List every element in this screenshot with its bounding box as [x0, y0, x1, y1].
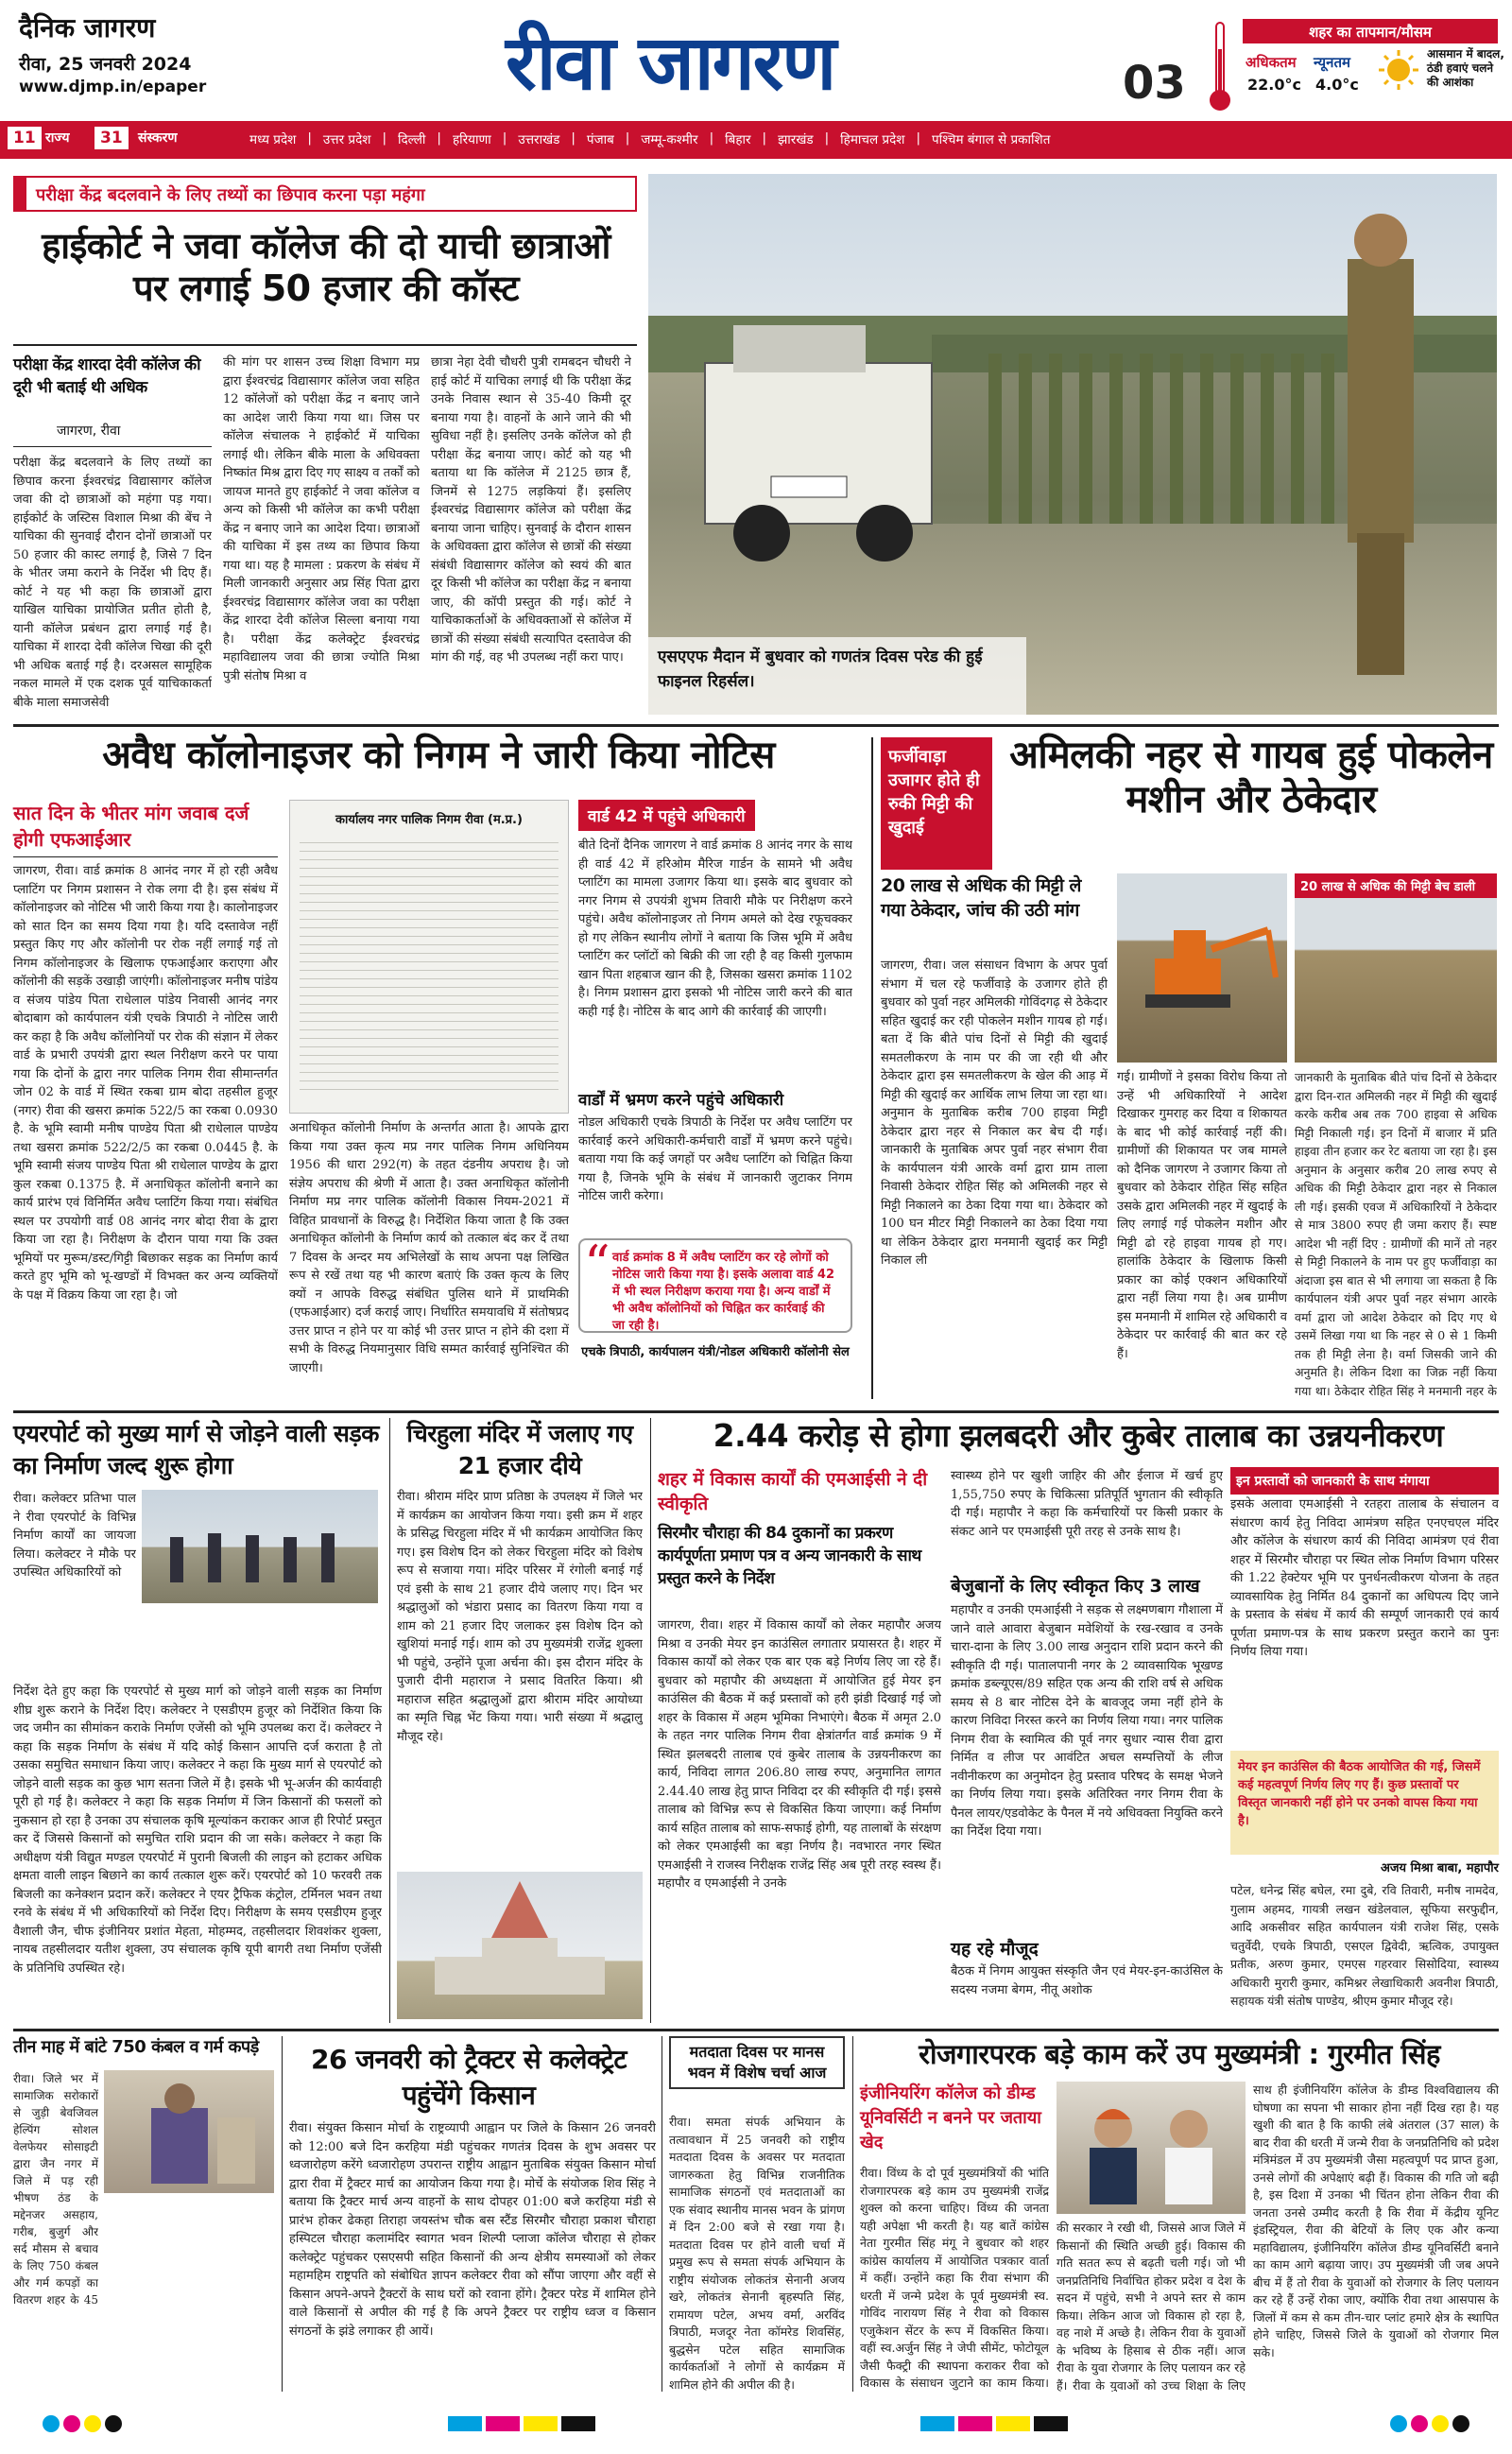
- story6-members: पटेल, धनेन्द्र सिंह बघेल, रमा दुबे, रवि तिवारी, मनीष नामदेव, गुलाम अहमद, गायत्री लखन खंडेलवाल, सूफिया सरफुद्दीन, आदि अकसीवर सहित कार्यपालन यंत्री राजेश सिंह, एसके चतुर्वेदी, एचके त्रिपाठी, एसएल द्विवेदी, ऋत्विक, उपायुक्त प्रतीक, अरुण कुमार, एमएस गहरवार सिसोदिया, स्वास्थ्य अधिकारी मुरारी कुमार, कमिश्नर लेखाधिकारी अवनीश त्रिपाठी, सहायक यंत्री संतोष पाण्डेय, श्रीएम कुमार मौजूद रहे।: [1230, 1883, 1499, 2008]
- story1-kicker: परीक्षा केंद्र बदलवाने के लिए तथ्यों का छिपाव करना पड़ा महंगा: [36, 185, 425, 205]
- story4-lead: रीवा। कलेक्टर प्रतिभा पाल ने रीवा एयरपोर्ट के विभिन्न निर्माण कार्यों का जायजा लिया। कलेक्टर ने मौके पर उपस्थित अधिकारियों को: [13, 1492, 136, 1580]
- divider: [13, 2029, 1499, 2031]
- mayor-quote: मेयर इन काउंसिल की बैठक आयोजित की गई, जिसमें कई महत्वपूर्ण निर्णय लिए गए हैं। कुछ प्रस्तावों पर विस्तृत जानकारी नहीं होने पर उनको वापस किया गया है।: [1230, 1751, 1499, 1855]
- story6-subhead2: सिरमौर चौराहा की 84 दुकानों का प्रकरण कार्यपूर्णता प्रमाण पत्र व अन्य जानकारी के साथ प्रस्तुत करने के निर्देश: [658, 1524, 921, 1588]
- edition-nav: [0, 121, 1512, 159]
- nav-item-mp[interactable]: मध्य प्रदेश: [249, 132, 297, 147]
- story7-note: [104, 2199, 274, 2388]
- nav-item-bengal[interactable]: पश्चिम बंगाल से प्रकाशित: [932, 132, 1051, 147]
- divider: [389, 1418, 390, 2023]
- divider: [852, 2036, 853, 2392]
- min-label: न्यूनतम: [1314, 54, 1350, 71]
- ward-visit-text: नोडल अधिकारी एचके त्रिपाठी के निर्देश पर अवैध प्लाटिंग पर कार्रवाई करने अधिकारी-कर्मचारी वार्डों में भ्रमण करने पहुंचे। बताया गया कि कई जगहों पर अवैध प्लाटिंग को चिह्नित किया गया है, जिनके भूमि के संबंध में जानकारी जुटाकर निगम नोटिस जारी करेगा।: [578, 1115, 852, 1203]
- canal-site-photo: [1295, 873, 1497, 1063]
- nav-items: मध्य प्रदेश | उत्तर प्रदेश | दिल्ली | हरियाणा | उत्तराखंड | पंजाब | जम्मू-कश्मीर | बिहार | झारखंड | हिमाचल प्रदेश | पश्चिम बंगाल से प्रकाशित: [249, 130, 1051, 147]
- ward42-sidebar: [578, 800, 852, 1399]
- notice-image: [289, 800, 569, 1114]
- story4-headline: एयरपोर्ट को मुख्य मार्ग से जोड़ने वाली सड़क का निर्माण जल्द शुरू होगा: [13, 1420, 379, 1479]
- quote-attribution: एचके त्रिपाठी, कार्यपालन यंत्री/नोडल अधिकारी कॉलोनी सेल: [581, 1345, 850, 1359]
- attendees-text: बैठक में निगम आयुक्त संस्कृति जैन एवं मेयर-इन-काउंसिल के सदस्य नजमा बेगम, नीतू अशोक: [951, 1964, 1223, 1997]
- story8-headline: 26 जनवरी को ट्रैक्टर से कलेक्ट्रेट पहुंचेंगे किसान: [311, 2044, 627, 2111]
- notice-title: कार्यालय नगर पालिक निगम रीवा (म.प्र.): [335, 813, 523, 827]
- quote-text: वार्ड क्रमांक 8 में अवैध प्लाटिंग कर रहे लोगों को नोटिस जारी किया गया है। इसके अलावा वार्ड 42 में भी स्थल निरीक्षण कराया गया है। अन्य वार्डों में भी अवैध कॉलोनियों को चिह्नित कर कार्रवाई की जा रही है।: [612, 1251, 835, 1333]
- stray-animals-title: बेजुबानों के लिए स्वीकृत किए 3 लाख: [951, 1576, 1200, 1597]
- states-count: 11: [8, 127, 42, 149]
- divider: [871, 737, 873, 1399]
- print-registration-bar: [13, 2412, 1499, 2435]
- max-label: अधिकतम: [1246, 54, 1297, 71]
- weather-forecast: आसमान में बादल, ठंडी हवाएं चलने की आशंका: [1427, 47, 1504, 89]
- nav-item-himachal[interactable]: हिमाचल प्रदेश: [840, 132, 905, 147]
- divider: [13, 724, 1499, 727]
- divider: [650, 1418, 651, 2023]
- story1-col3: छात्रा नेहा देवी चौधरी पुत्री रामबदन चौधरी ने हाई कोर्ट में याचिका लगाई थी कि परीक्षा केंद्र उनके निवास स्थान से 35-40 किमी दूर बनाया गया है। वाहनों के आने जाने की भी सुविधा नहीं है। इसलिए उनके कॉलेज को ही परीक्षा केंद्र बनाया जाए। कोर्ट को यह भी बताया था कि कॉलेज में 2125 छात्र हैं, जिनमें से 1275 लड़कियां हैं। इसलिए ईश्वरचंद्र विद्यासागर कॉलेज को परीक्षा केंद्र बनाया जाना चाहिए। सुनवाई के दौरान शासन के अधिवक्ता द्वारा कॉलेज से छात्रों की संख्या संबंधी विद्यासागर कॉलेज को स्वयं की बात दूर किसी भी कॉलेज का परीक्षा केंद्र न बनाया जाए, की कॉपी प्रस्तुत की गई। कोर्ट ने याचिकाकर्ताओं के अधिवक्ताओं से कॉलेज में छात्रों की संख्या संबंधी सत्यापित दस्तावेज की मांग की गई, वह भी उपलब्ध नहीं करा पाए।: [431, 355, 631, 665]
- story10-headline: रोजगारपरक बड़े काम करें उप मुख्यमंत्री : गुरमीत सिंह: [919, 2038, 1440, 2070]
- story1-col1: परीक्षा केंद्र बदलवाने के लिए तथ्यों का छिपाव करना ईश्वरचंद्र विद्यासागर कॉलेज जवा की दो छात्राओं को महंगा पड़ गया। हाईकोर्ट के जस्टिस विशाल मिश्रा की बेंच ने याचिका की सुनवाई दौरान दोनों छात्राओं पर 50 हजार की कास्ट लगाई है, जिसे 7 दिन के भीतर जमा कराने के निर्देश भी दिए हैं। कोर्ट ने यह भी कहा कि छात्राओं द्वारा याखिल याचिका प्रायोजित प्रतीत होती है, यानी कॉलेज प्रबंधन द्वारा लगाई गई है। याचिका में शारदा देवी कॉलेज चिखा की दूरी भी अधिक बताई गई है। दरअसल सामूहिक नकल मामले में एक दशक पूर्व याचिकाकर्ता बीके माला समाजसेवी: [13, 456, 212, 710]
- story8-text: रीवा। संयुक्त किसान मोर्चा के राष्ट्रव्यापी आह्वान पर जिले के किसान 26 जनवरी को 12:00 बजे दिन करहिया मंडी पहुंचकर गणतंत्र दिवस के शुभ अवसर पर ध्वजारोहण करेंगे ध्वजारोहण उपरान्त राष्ट्रीय आह्वान मुताबिक संयुक्त किसान मोर्चा द्वारा रीवा में ट्रैक्टर मार्च का आयोजन किया गया है। मोर्चे के संयोजक शिव सिंह ने बताया कि ट्रैक्टर मार्च अन्य वाहनों के साथ दोपहर 01:00 बजे करहिया मंडी से प्रारंभ होकर ढेकहा तिराहा जयस्तंभ चौक बस स्टैंड सिरमौर चौराहा प्रकाश चौराहा हस्पिटल चौराहा कलामंदिर स्वागत भवन शिल्पी प्लाजा कॉलेज चौराहा से होकर कलेक्ट्रेट पहुंचकर एसएसपी सहित किसानों की अन्य क्षेत्रीय समस्याओं को लेकर महामहिम राष्ट्रपति को संबोधित ज्ञापन कलेक्टर रीवा को सौंपा जाएगा और वहीं से किसान अपने-अपने ट्रैक्टरों के साथ घरों को रवाना होंगे। ट्रैक्टर परेड में शामिल होने वाले किसानों से अपील की गई है कि अपने ट्रैक्टर पर राष्ट्रीय ध्वज व किसान संगठनों के झंडे लगाकर ही आयें।: [289, 2121, 656, 2339]
- airport-photo: [142, 1490, 378, 1603]
- story9-text: रीवा। समता संपर्क अभियान के तत्वावधान में 25 जनवरी को राष्ट्रीय मतदाता दिवस के अवसर पर मतदाता जागरुकता हेतु विभिन्न राजनीतिक सामाजिक संगठनों एवं मतदाताओं का एक संवाद स्थानीय मानस भवन के प्रांगण में दिन 2:00 बजे से रखा गया है। मतदाता दिवस पर होने वाली चर्चा में प्रमुख रूप से समता संपर्क अभियान के राष्ट्रीय संयोजक लोकतंत्र सेनानी अजय खरे, लोकतंत्र सेनानी बृहस्पति सिंह, रामायण पटेल, अभय वर्मा, अरविंद त्रिपाठी, मजदूर नेता कॉमरेड शिवसिंह, बुद्धसेन पटेल सहित सामाजिक कार्यकर्ताओं ने लोगों से कार्यक्रम में शामिल होने की अपील की है।: [669, 2115, 845, 2392]
- dateline: रीवा, 25 जनवरी 2024: [19, 54, 192, 75]
- story2-col2: अनाधिकृत कॉलोनी निर्माण के अन्तर्गत आता है। आपके द्वारा किया गया उक्त कृत्य मप्र नगर पालिक निगम अधिनियम 1956 की धारा 292(ग) के तहत दंडनीय अपराध है। जो संज्ञेय अपराध की श्रेणी में आता है। उक्त अनाधिकृत कॉलोनी निर्माण मप्र नगर पालिक कॉलोनी विकास नियम-2021 में विहित प्रावधानों के विरुद्ध है। निर्देशित किया जाता है कि उक्त अनाधिकृत कॉलोनी के निर्माण कार्य को तत्काल बंद कर दें तथा 7 दिवस के अन्दर मय अभिलेखों के साथ अपना पक्ष लिखित रूप से रखें तथा यह भी कारण बताएं कि उक्त कृत्य के लिए क्यों न आपके विरुद्ध संबंधित पुलिस थाने में प्राथमिकी (एफआईआर) दर्ज कराई जाए। निर्धारित समयावधि में संतोषप्रद उत्तर प्राप्त न होने पर या कोई भी उत्तर प्राप्त न होने की दशा में सभी के विरुद्ध नियमानुसार विधि सम्मत कार्रवाई सुनिश्चित की जाएगी।: [289, 1121, 569, 1375]
- story10-col1: रीवा। विंध्य के दो पूर्व मुख्यमंत्रियों की भांति रोजगारपरक बड़े काम उप मुख्यमंत्री राजेंद्र शुक्ल को करना चाहिए। विंध्य की जनता यही अपेक्षा भी करती है। यह बातें कांग्रेस नेता गुरमीत सिंह मंगू ने बुधवार को शहर कांग्रेस कार्यालय में आयोजित पत्रकार वार्ता में कहीं। उन्होंने कहा कि रीवा संभाग की धरती में जन्मे प्रदेश के पूर्व मुख्यमंत्री स्व. गोविंद नारायण सिंह ने रीवा को विकास एजुकेशन सेंटर के रूप में विकसित किया। वहीं स्व.अर्जुन सिंह ने जेपी सीमेंट, फोटोयूल जैसी फैक्ट्री की स्थापना कराकर रीवा को विकास के संसाधन जुटाने का काम किया।: [860, 2166, 1049, 2390]
- divider: [13, 344, 637, 346]
- weather-header: शहर का तापमान/मौसम: [1243, 19, 1498, 43]
- story5-headline: चिरहुला मंदिर में जलाए गए 21 हजार दीये: [406, 1420, 633, 1479]
- story2-headline: अवैध कॉलोनाइजर को निगम ने जारी किया नोटिस: [102, 734, 775, 777]
- blanket-photo: [104, 2070, 274, 2193]
- page-number: 03: [1123, 57, 1186, 110]
- story7-lead: रीवा। जिले भर में सामाजिक सरोकारों से जुड़ी बेवजिवल हेल्पिंग सोशल वेलफेयर सोसाइटी द्वारा जैन नगर में जिले में पड़ रही भीषण ठंड के मद्देनजर असहाय, गरीब, बुजुर्ग और सर्द मौसम से बचाव के लिए 750 कंबल और गर्म कपड़ों का वितरण शहर के 45: [13, 2072, 98, 2307]
- story1-byline: जागरण, रीवा: [57, 423, 121, 439]
- story5-text: रीवा। श्रीराम मंदिर प्राण प्रतिष्ठा के उपलक्ष्य में जिले भर में कार्यक्रम का आयोजन किया गया। इसी क्रम में शहर के प्रसिद्ध चिरहुला मंदिर में भी कार्यक्रम आयोजित किए गए। इस विशेष दिन को लेकर चिरहुला मंदिर को विशेष रूप से सजाया गया। मंदिर परिसर में रंगोली बनाई गई एवं इसी के साथ 21 हजार दीये जलाए गए। दिन भर श्रद्धालुओं को भंडारा प्रसाद का वितरण किया गया व शाम को 21 हजार दिए जलाकर इस विशेष दिन को खुशियां मनाई गई। शाम को उप मुख्यमंत्री राजेंद्र शुक्ला भी पहुंचे, उन्होंने पूजा अर्चना की। इस दौरान मंदिर के पुजारी दीनी महाराज ने प्रसाद वितरित किया। श्री महाराज सहित श्रद्धालुओं द्वारा श्रीराम मंदिर आयोध्या का स्मृति चिह्न भेंट किया गया। भारी संख्या में श्रद्धालु मौजूद रहे।: [397, 1490, 643, 1744]
- epaper-url[interactable]: www.djmp.in/epaper: [19, 78, 207, 96]
- story6-headline: 2.44 करोड़ से होगा झलबदरी और कुबेर तालाब का उन्नयनीकरण: [713, 1417, 1444, 1454]
- nav-item-up[interactable]: उत्तर प्रदेश: [322, 132, 371, 147]
- parade-photo: [648, 174, 1497, 715]
- ward-visit-title: वार्डों में भ्रमण करने पहुंचे अधिकारी: [578, 1091, 784, 1110]
- masthead: [0, 0, 1512, 121]
- story1-kicker-box: [13, 176, 637, 212]
- quote-mark-icon: “: [584, 1235, 610, 1294]
- proposals-text: इसके अलावा एमआईसी ने रतहरा तालाब के संचालन व संधारण कार्य हेतु निविदा आमंत्रण सहित एनएचएल मंदिर और कॉलेज के संधारण कार्य की निविदा आमंत्रण एवं रीवा शहर में सिरमौर चौराहा पर स्थित लोक निर्माण विभाग परिसर की 1.22 हेक्टेयर भूमि पर पुनर्धनत्वीकरण योजना के तहत व्यावसायिक हेतु निर्मित 84 दुकानों का अधिपत्य दिए जाने के प्रस्ताव के संबंध में कार्य की सम्पूर्ण जानकारी एवं कार्य पूर्णता प्रमाण-पत्र के साथ प्रकरण प्रस्तुत कराने का पुनः निर्णय लिया गया।: [1230, 1497, 1499, 1659]
- story7-headline: तीन माह में बांटे 750 कंबल व गर्म कपड़े: [13, 2037, 259, 2057]
- ward42-title: वार्ड 42 में पहुंचे अधिकारी: [578, 800, 755, 831]
- divider: [13, 1410, 1499, 1413]
- proposals-title: इन प्रस्तावों को जानकारी के साथ मंगाया: [1230, 1467, 1499, 1495]
- excavator-photo: [1117, 873, 1287, 1063]
- story9-headline: मतदाता दिवस पर मानस भवन में विशेष चर्चा आज: [669, 2036, 845, 2089]
- thermometer-icon: [1208, 21, 1232, 113]
- story3-kicker: फर्जीवाड़ा उजागर होते ही रुकी मिट्टी की खुदाई: [881, 737, 992, 870]
- quote-box: [578, 1235, 852, 1333]
- ward42-text: बीते दिनों दैनिक जागरण ने वार्ड क्रमांक 8 आनंद नगर के साथ ही वार्ड 42 में हरिओम मैरिज गार्डन के सामने भी अवैध प्लाटिंग का मामला उजागर किया था। इसके बाद बुधवार को नगर निगम से उपयंत्री शुभम तिवारी मौके पर निरीक्षण करने पहुंचे। अवैध कॉलोनाइजर तो निगम अमले को देख रफूचक्कर हो गए लेकिन स्थानीय लोगों ने बताया कि जिस भूमि में अवैध प्लाटिंग कर प्लॉटों को बिक्री की जा रही है वह किसी गुलफाम खान पिता शहबाज खान की है, जिसका खसरा क्रमांक 1102 है। निगम प्रशासन द्वारा इसको भी नोटिस जारी करने की बात कही गई है। नोटिस के बाद आगे की कार्रवाई की जाएगी।: [578, 838, 852, 1019]
- photo-banner: 20 लाख से अधिक की मिट्टी बेच डाली: [1295, 873, 1497, 898]
- nav-item-uttarakhand[interactable]: उत्तराखंड: [518, 132, 560, 147]
- editions-label: संस्करण: [138, 130, 178, 146]
- divider: [282, 2036, 283, 2392]
- story3-col3: जानकारी के मुताबिक बीते पांच दिनों से ठेकेदार द्वारा दिन-रात अमिलकी नहर में मिट्टी की खुदाई करके करीब अब तक 700 हाइवा से अधिक मिट्टी निकाली गई। इन दिनों में बाजार में प्रति हाइवा तीन हजार कर रेट बताया जा रहा है। इस अनुमान के अनुसार करीब 20 लाख रुपए से अधिक की मिट्टी ठेकेदार द्वारा नहर से निकाल ली गई। इसकी एवज में अधिकारियों ने ठेकेदार से मात्र 3800 रुपए ही जमा कराए हैं। स्पष्ट आदेश भी नहीं दिए : ग्रामीणों की मानें तो नहर से मिट्टी निकालने के नाम पर हुए फर्जीवाड़ा का अंदाजा इस बात से भी लगाया जा सकता है कि कार्यपालन यंत्री अपर पुर्वा नहर संभाग आरके वर्मा द्वारा जो आदेश ठेकेदार को दिए गए थे उसमें लिखा गया था कि नहर से 0 से 1 किमी तक ही मिट्टी लेना है। वर्मा जिसकी जाने की अनुमति है। लेकिन दिशा का जिक्र नहीं किया गया था। ठेकेदार रोहित सिंह ने मनमानी नहर के: [1295, 1070, 1497, 1398]
- paper-name: दैनिक जागरण: [19, 12, 156, 43]
- press-conference-photo: [1057, 2082, 1246, 2214]
- nav-item-punjab[interactable]: पंजाब: [586, 132, 614, 147]
- story3-col2: गई। ग्रामीणों ने इसका विरोध किया तो उन्हें भी अधिकारियों ने आदेश दिखाकर गुमराह कर दिया व शिकायत के बाद भी कोई कार्रवाई नहीं की। ग्रामीणों की शिकायत पर जब मामले को दैनिक जागरण ने उजागर किया तो बुधवार को ठेकेदार रोहित सिंह सहित उसके द्वारा अमिलकी नहर में खुदाई के लिए लगाई गई पोकलेन मशीन और मिट्टी ढो रहे हाइवा गायब हो गए। हालांकि ठेकेदार के खिलाफ किसी प्रकार का कोई एक्शन अधिकारियों द्वारा नहीं लिया गया है। अब ग्रामीण इस मनमानी में शामिल रहे अधिकारी व ठेकेदार पर कार्रवाई की बात कर रहे हैं।: [1117, 1070, 1287, 1361]
- nav-item-jharkhand[interactable]: झारखंड: [778, 132, 814, 147]
- story10-col2: की सरकार ने रखी थी, जिससे आज जिले में किसानों की स्थिति अच्छी हुई। विकास की गति सतत रूप से बढ़ती चली गई। जो भी जनप्रतिनिधि निर्वाचित होकर प्रदेश व देश के सदन में पहुंचे, सभी ने अपने स्तर से काम किया। लेकिन आज जो विकास हो रहा है, वह नाशे में अच्छे है। लेकिन रीवा के युवाओं के भविष्य के हिसाब से ठीक नहीं। आज रीवा के युवा रोजगार के लिए पलायन कर रहे हैं। रीवा के युवाओं को उच्च शिक्षा के लिए: [1057, 2221, 1246, 2392]
- divider: [13, 856, 278, 857]
- story6-col2: स्वास्थ्य होने पर खुशी जाहिर की और ईलाज में खर्च हुए 1,55,750 रुपए के चिकित्सा प्रतिपूर्ति भुगतान की स्वीकृति दी गई। महापौर ने कहा कि कर्मचारियों पर किसी प्रकार के संकट आने पर एमआईसी पूरी तरह से उनके साथ है।: [951, 1469, 1223, 1539]
- story1-headline: हाईकोर्ट ने जवा कॉलेज की दो याची छात्राओं पर लगाई 50 हजार की कॉस्ट: [42, 225, 610, 309]
- parade-caption: एसएएफ मैदान में बुधवार को गणतंत्र दिवस परेड की हुई फाइनल रिहर्सल।: [648, 637, 1026, 715]
- story4-text: निर्देश देते हुए कहा कि एयरपोर्ट से मुख्य मार्ग को जोड़ने वाली सड़क का निर्माण शीघ्र शुरू कराने के निर्देश दिए। कलेक्टर ने एसडीएम हुजूर को निर्देशित किया कि जद जमीन का सीमांकन कराके निर्माण एजेंसी को भूमि उपलब्ध करा दें। कलेक्टर ने कहा कि सड़क निर्माण के संबंध में यदि कोई किसान आपत्ति दर्ज कराता है तो उसका समुचित समाधान किया जाए। कलेक्टर ने कहा कि मुख्य मार्ग से एयरपोर्ट को जोड़ने वाली सड़क का कुछ भाग सतना जिले में है। इसके भी भू-अर्जन की कार्यवाही पूरी हो गई है। कलेक्टर ने कहा कि सड़क निर्माण में जिन किसानों की फसलों को नुकसान हो रहा है उनका उप संचालक कृषि मूल्यांकन कराकर आज ही रिपोर्ट प्रस्तुत कर दें जिससे किसानों को समुचित राशि प्रदान की जा सके। कलेक्टर ने कहा कि अधीक्षण यंत्री विद्युत मण्डल एयरपोर्ट में पुरानी बिजली की लाइन को हटाकर अधिक क्षमता वाली लाइन बिछाने का कार्य तत्काल शुरू करें। एयरपोर्ट को 10 फरवरी तक बिजली का कनेक्शन प्रदान करें। कलेक्टर ने एयर ट्रैफिक कंट्रोल, टर्मिनल भवन तथा रनवे के संबंध में भी अधिकारियों को निर्देश दिए। निरीक्षण के समय एसडीएम हुजूर वैशाली जैन, चीफ इंजीनियर प्रशांत मेहता, मोहम्मद, तहसीलदार शिवशंकर शुक्ला, नायब तहसीलदार यतीश शुक्ला, उप संचालक कृषि यूपी बागरी तथा निर्माण एजेंसी के प्रतिनिधि उपस्थित रहे।: [13, 1685, 382, 1976]
- min-temp: 4.0°c: [1315, 76, 1359, 94]
- states-label: राज्य: [45, 130, 70, 146]
- nav-item-haryana[interactable]: हरियाणा: [452, 132, 491, 147]
- divider: [13, 446, 212, 447]
- story1-col2: की मांग पर शासन उच्च शिक्षा विभाग मप्र द्वारा ईश्वरचंद्र विद्यासागर कॉलेज जवा सहित 12 कॉलेजों को परीक्षा केंद्र न बनाए जाने का आदेश जारी किया गया था। जिस पर कॉलेज संचालक ने हाईकोर्ट में याचिका लगाई थी। लेकिन बीके माला के अधिवक्ता निष्कांत मिश्र द्वारा दिए गए साक्ष्य व तर्कों को जायज मानते हुए हाईकोर्ट ने जवा कॉलेज व अन्य को किसी भी कॉलेज का कभी परीक्षा केंद्र न बनाए जाने का आदेश दिया। छात्राओं की याचिका में इस तथ्य का छिपाव किया गया था। यह है मामला : प्रकरण के संबंध में मिली जानकारी अनुसार अप्र सिंह पिता द्वारा ईश्वरचंद्र विद्यासागर कॉलेज जवा का परीक्षा केंद्र शारदा देवी कॉलेज सिल्ला बनाया गया है। परीक्षा केंद्र कलेक्ट्रेट ईश्वरचंद्र महाविद्यालय जवा की छात्रा ज्योति मिश्रा पुत्री संतोष मिश्रा व: [223, 355, 420, 683]
- story3-subhead: 20 लाख से अधिक की मिट्टी ले गया ठेकेदार, जांच की उठी मांग: [881, 875, 1081, 921]
- stray-animals-text: महापौर व उनकी एमआईसी ने सड़क से लक्ष्मणबाग गौशाला में जाने वाले आवारा बेजुबान मवेशियों के रख-रखाव व उनके चारा-दाना के लिए 3.00 लाख अनुदान राशि प्रदान करने की स्वीकृति दी गई। पातालपानी नगर के 2 व्यावसायिक भूखण्ड क्रमांक डब्ल्यूएस/89 सहित एक अन्य की राशि वर्ष से अधिक समय से 8 बार नोटिस देने के बावजूद जमा नहीं होने के कारण निविदा निरस्त करने का निर्णय लिया गया। नगर पालिक निगम रीवा के स्वामित्व की पूर्व नगर सुधार न्यास रीवा द्वारा निर्मित व लीज पर आवंटित अचल सम्पत्तियों के लीज नवीनीकरण का अनुमोदन हेतु प्रस्ताव परिषद के समक्ष भेजने का निर्णय लिया गया। इसके अतिरिक्त नगर निगम रीवा के पैनल लायर/एडवोकेट के पैनल में नये अधिवक्ता नियुक्ति करने का निर्देश दिया गया।: [951, 1603, 1223, 1839]
- story3-col1: जागरण, रीवा। जल संसाधन विभाग के अपर पुर्वा संभाग में चल रहे फर्जीवाड़े के उजागर होते ही बुधवार को पुर्वा नहर अमिलकी गोविंदगढ़ से ठेकेदार सहित खुदाई कर रही पोकलेन मशीन गायब हो गई। बता दें कि बीते पांच दिनों से मिट्टी की खुदाई समतलीकरण के नाम पर की जा रही थी और ठेकेदार द्वारा इस समतलीकरण के खेल की आड़ में मिट्टी की खुदाई कर आर्थिक लाभ लिया जा रहा था। अनुमान के मुताबिक करीब 700 हाइवा मिट्टी ठेकेदार द्वारा नहर से निकाल कर बेच दी गई। जानकारी के मुताबिक अपर पुर्वा नहर संभाग रीवा के कार्यपालन यंत्री आरके वर्मा द्वारा ग्राम ताला निवासी ठेकेदार रोहित सिंह को अमिलकी नहर से मिट्टी निकालने का ठेका दिया गया था। ठेकेदार को 100 घन मीटर मिट्टी निकालने का ठेका दिया गया था लेकिन ठेकेदार द्वारा मनमानी खुदाई कर मिट्टी निकाल ली: [881, 959, 1108, 1268]
- story2-subhead: सात दिन के भीतर मांग जवाब दर्ज होगी एफआईआर: [13, 802, 249, 851]
- story6-col1: जागरण, रीवा। शहर में विकास कार्यों को लेकर महापौर अजय मिश्रा व उनकी मेयर इन काउंसिल लगातार प्रयासरत है। शहर में विकास कार्यों को लेकर एक बार एक बड़े निर्णय लिए जा रहे हैं। बुधवार को महापौर की अध्यक्षता में आयोजित हुई मेयर इन काउंसिल की बैठक में कई प्रस्तावों को हरी झंडी दिखाई गई जो शहर के विकास में अहम भूमिका निभाएंगे। बैठक में अमृत 2.0 के तहत नगर पालिक निगम रीवा क्षेत्रांतर्गत वार्ड क्रमांक 9 में स्थित झलबदरी तालाब एवं कुबेर तालाब के उन्नयनीकरण का कार्य, निविदा लागत 206.80 लाख रुपए, अनुमानित लागत 2.44.40 लाख हेतु प्राप्त निविदा दर की स्वीकृति दी गई। इससे तालाब को विभिन्न रूप से विकसित किया जाएगा। कई निर्माण कार्य सहित तालाब को साफ-सफाई होगी, यह तालाबों के संरक्षण को लेकर एमआईसी का बड़ा निर्णय है। नवभारत नगर स्थित एमआईसी ने राजस्व निरीक्षक राजेंद्र सिंह अब पूरी तरह स्वस्थ हैं। महापौर व एमआईसी ने उनके: [658, 1618, 941, 1891]
- editions-count: 31: [94, 127, 129, 149]
- max-temp: 22.0°c: [1247, 76, 1301, 94]
- nav-item-delhi[interactable]: दिल्ली: [398, 132, 426, 147]
- story6-subhead: शहर में विकास कार्यों की एमआईसी ने दी स्वीकृति: [658, 1469, 928, 1514]
- temple-photo: [397, 1872, 643, 2019]
- sun-cloud-icon: [1375, 49, 1422, 96]
- nav-item-jk[interactable]: जम्मू-कश्मीर: [641, 132, 698, 147]
- story2-col1: जागरण, रीवा। वार्ड क्रमांक 8 आनंद नगर में हो रही अवैध प्लाटिंग पर निगम प्रशासन ने रोक लगा दी है। इस संबंध में कॉलोनाइजर को नोटिस भी जारी किया गया है। कालोनाइजर को सात दिन का समय दिया गया है। यदि दस्तावेज नहीं प्रस्तुत किए गए और कॉलोनी पर रोक नहीं लगाई गई तो निगम कॉलोनाइजर के खिलाफ एफआईआर कराएगा और कॉलोनी की सड़कें उखाड़ी जाएंगी। कॉलोनाइजर मनीष पांडेय व संजय पांडेय पिता राधेलाल पांडेय निवासी आनंद नगर बोदाबाग को कार्यपालन यंत्री एचके त्रिपाठी ने नोटिस जारी कर कहा है कि अवैध कॉलोनियों पर रोक की संज्ञान में लेकर वार्ड के प्रभारी उपयंत्री द्वारा स्थल निरीक्षण करने पर पाया गया कि दोनों के द्वारा नगर पालिक निगम रीवा सीमान्तर्गत जोन 02 के वार्ड में स्थित रकबा ग्राम बोदा तहसील हुजूर (नगर) रीवा की खसरा क्रमांक 522/5 का रकबा 0.0930 है. के भूमि स्वामी मनीष पाण्डेय पिता श्री राधेलाल पाण्डेय तथा खसरा क्रमांक 522/2/5 का रकबा 0.0445 है. के भूमि स्वामी संजय पाण्डेय पिता श्री राधेलाल पाण्डेय के द्वारा कुल रकबा 0.1375 है. में अनाधिकृत कॉलोनी बनाने का कार्य प्रारंभ एवं विनिर्मित अवैध प्लाटिंग किया गया। संबंधित स्थल पर उपयोगी वार्ड 08 आनंद नगर बोदा रीवा के द्वारा किया जा रहा है। निरीक्षण के दौरान पाया गया कि उक्त भूमियों पर मुरूम/डस्ट/गिट्टी बिछाकर सड़क का निर्माण कार्य करते हुए भूमि को भू-खण्डों में विभक्त कर अन्य व्यक्तियों के पक्ष में विक्रय किया जा रहा है। जो: [13, 864, 278, 1303]
- attendees-title: यह रहे मौजूद: [951, 1939, 1039, 1960]
- story1-subhead: परीक्षा केंद्र शारदा देवी कॉलेज की दूरी भी बताई थी अधिक: [13, 355, 201, 397]
- mayor-attribution: अजय मिश्रा बाबा, महापौर: [1380, 1861, 1499, 1875]
- edition-title: रीवा जागरण: [506, 19, 835, 107]
- story10-col3: साथ ही इंजीनियरिंग कॉलेज के डीम्ड विश्वविद्यालय की घोषणा का सपना भी साकार होना नहीं दिख रहा है। यह खुशी की बात है कि काफी लंबे अंतराल (37 साल) के बाद रीवा की धरती में जन्मे रीवा के जनप्रतिनिधि को प्रदेश मंत्रिमंडल में उप मुख्यमंत्री जैसा महत्वपूर्ण पद प्राप्त हुआ, उनसे लोगों की अपेक्षाएं बढ़ी हैं। विकास की गति जो बढ़ी है, इस दिशा में उनका भी चिंतन होना लेकिन रीवा की जनता उनसे उम्मीद करती है कि रीवा में केंद्रीय यूनिट इंडस्ट्रियल, रीवा की बेटियों के लिए एक और कन्या महाविद्यालय, इंजीनियरिंग कॉलेज डीम्ड यूनिवर्सिटी बनाने का काम आगे बढ़ाया जाए। उप मुख्यमंत्री जी जब अपने बीच में हैं तो रीवा के युवाओं को रोजगार के लिए पलायन कर रहे हैं उन्हें रोका जाए, क्योंकि रीवा तथा आसपास के जिलों में कम से कम तीन-चार प्लांट हमारे क्षेत्र के स्थापित होने चाहिए, जिससे जिले के युवाओं को रोजगार मिल सके।: [1253, 2082, 1499, 2359]
- nav-item-bihar[interactable]: बिहार: [725, 132, 751, 147]
- story3-headline: अमिलकी नहर से गायब हुई पोकलेन मशीन और ठेकेदार: [1009, 734, 1493, 822]
- story10-subhead: इंजीनियरिंग कॉलेज को डीम्ड यूनिवर्सिटी न बनने पर जताया खेद: [860, 2083, 1041, 2152]
